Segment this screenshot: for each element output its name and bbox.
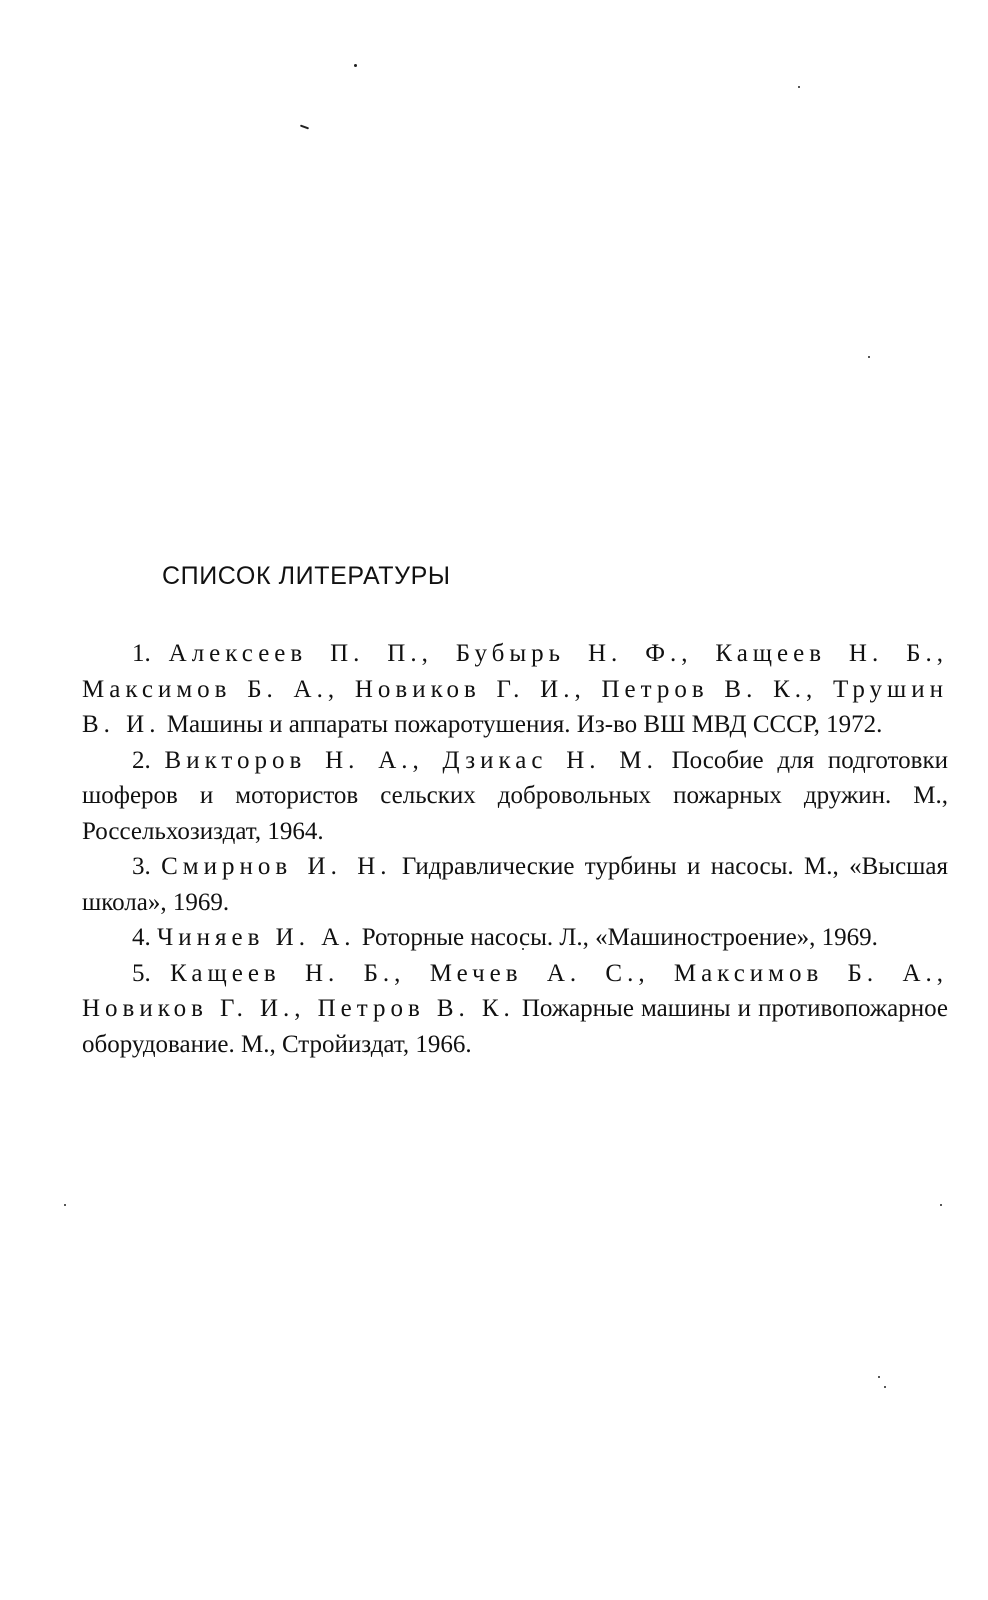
bibliography-list xyxy=(82,636,948,1062)
entry-number: 5. xyxy=(132,959,151,987)
entry-number: 1. xyxy=(132,640,151,667)
scan-speck xyxy=(64,1204,66,1206)
entry-number: 4. xyxy=(132,924,151,951)
entry-authors: Смирнов И. Н. xyxy=(161,853,392,880)
scan-speck xyxy=(354,64,357,67)
scan-speck xyxy=(798,86,800,88)
scan-speck xyxy=(878,1376,880,1378)
scan-speck xyxy=(940,1204,942,1206)
entry-authors: Кащеев Н. Б., Мечев А. С., Максимов Б. А., Новиков Г. И., Петров В. К. xyxy=(82,959,948,1022)
entry-authors: Алексеев П. П., Бубырь Н. Ф., Кащеев Н. Б., Максимов Б. А., Новиков Г. И., Петров В. К., Трушин В. И. xyxy=(82,640,948,738)
entry-title: Гидравлические турбины и насосы. М., «Высшая школа», 1969. xyxy=(82,853,949,916)
bibliography-entry xyxy=(82,636,948,743)
bibliography-heading: СПИСОК ЛИТЕРАТУРЫ xyxy=(162,562,451,590)
entry-title: Роторные насосы. Л., «Машиностроение», 1969. xyxy=(361,924,878,951)
scan-speck xyxy=(868,356,870,358)
bibliography-entry xyxy=(82,849,948,920)
entry-number: 3. xyxy=(132,853,151,880)
scan-speck xyxy=(884,1386,886,1388)
bibliography-entry xyxy=(82,743,948,850)
entry-number: 2. xyxy=(132,746,151,774)
entry-authors: Чиняев И. А. xyxy=(157,924,356,951)
entry-title: Машины и аппараты пожаротушения. Из-во ВШ МВД СССР, 1972. xyxy=(166,711,883,738)
scan-speck xyxy=(300,125,309,130)
entry-title: Пожарные машины и противопожарное оборудование. М., Стройиздат, 1966. xyxy=(82,995,948,1058)
bibliography-entry xyxy=(82,920,948,956)
bibliography-entry xyxy=(82,956,948,1063)
entry-title: Пособие для подготовки шоферов и мотористов сельских добровольных пожарных дружин. М., Россельхозиздат, 1964. xyxy=(82,746,948,845)
entry-authors: Викторов Н. А., Дзикас Н. М. xyxy=(164,746,658,774)
